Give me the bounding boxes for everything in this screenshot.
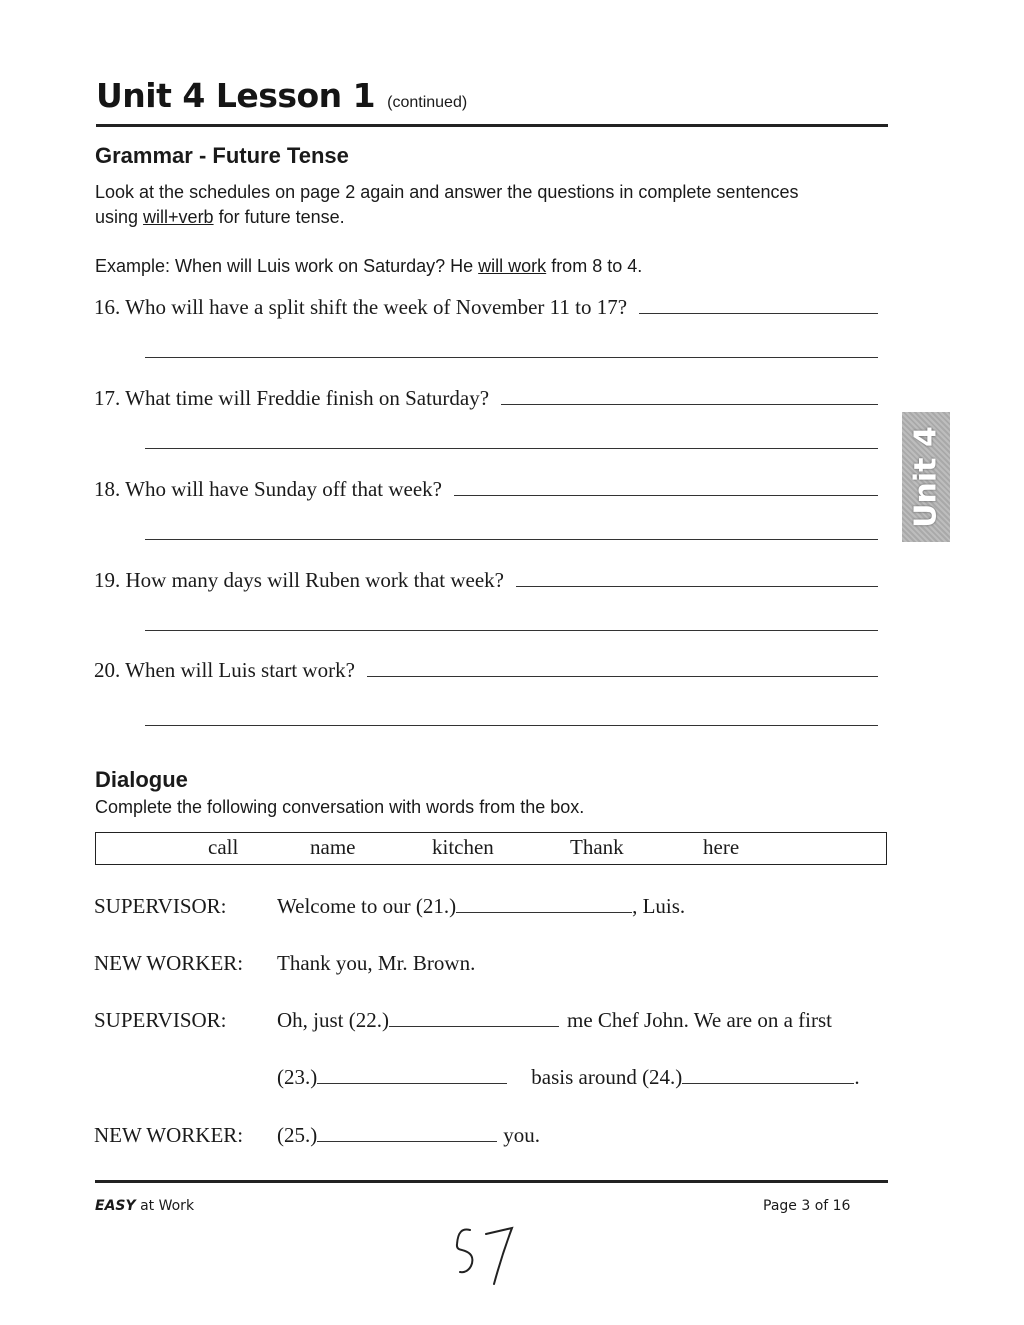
dialogue-heading: Dialogue <box>95 767 188 792</box>
dialogue-text: basis around (24.) <box>531 1065 683 1089</box>
answer-line[interactable] <box>145 357 878 358</box>
grammar-instruction <box>95 180 815 230</box>
answer-blank[interactable] <box>367 676 878 677</box>
page-title <box>96 76 467 115</box>
dialogue-text: Oh, just (22.) <box>277 1008 389 1032</box>
footer-brand <box>95 1198 194 1214</box>
answer-line[interactable] <box>145 539 878 540</box>
dialogue-speaker: NEW WORKER: <box>94 951 244 975</box>
instruction-text: Look at the schedules on page 2 again and answer the questions in complete sentences using <box>95 182 799 227</box>
grammar-heading: Grammar - Future Tense <box>95 143 349 168</box>
dialogue-instruction: Complete the following conversation with words from the box. <box>95 797 585 817</box>
blank-23[interactable] <box>317 1065 507 1084</box>
footer-rule <box>95 1180 888 1183</box>
answer-blank[interactable] <box>454 495 878 496</box>
word-box-item: name <box>310 835 356 859</box>
word-box <box>95 832 887 865</box>
question-text: 19. How many days will Ruben work that week? <box>94 568 505 592</box>
dialogue-line-21 <box>277 894 685 919</box>
answer-blank[interactable] <box>516 586 878 587</box>
dialogue-text: you. <box>503 1123 540 1147</box>
question-text: 16. Who will have a split shift the week of November 11 to 17? <box>94 295 628 319</box>
question-18 <box>94 472 878 502</box>
dialogue-text: . <box>854 1065 860 1089</box>
question-16 <box>94 290 878 320</box>
page-number: Page 3 of 16 <box>763 1198 851 1214</box>
dialogue-line-22 <box>277 1008 832 1033</box>
dialogue-line-25 <box>277 1123 540 1148</box>
question-text: 17. What time will Freddie finish on Saturday? <box>94 386 490 410</box>
question-17 <box>94 381 878 411</box>
blank-24[interactable] <box>682 1065 854 1084</box>
dialogue-text: , Luis. <box>632 894 686 918</box>
question-19 <box>94 563 878 593</box>
example-text-end: from 8 to 4. <box>546 256 643 276</box>
answer-line[interactable] <box>145 448 878 449</box>
word-box-item: here <box>703 835 740 859</box>
dialogue-line-reply: Thank you, Mr. Brown. <box>277 951 476 975</box>
question-20 <box>94 653 878 683</box>
dialogue-text: me Chef John. We are on a first <box>567 1008 833 1032</box>
word-box-item: call <box>208 835 239 859</box>
brand-suffix: at Work <box>135 1198 195 1214</box>
answer-blank[interactable] <box>639 313 878 314</box>
word-box-item: kitchen <box>432 835 494 859</box>
question-text: 20. When will Luis start work? <box>94 658 355 682</box>
handwritten-page-number <box>448 1222 528 1292</box>
dialogue-speaker: NEW WORKER: <box>94 1123 244 1147</box>
blank-25[interactable] <box>317 1123 497 1142</box>
side-tab-label: Unit 4 <box>908 426 944 528</box>
dialogue-text: (23.) <box>277 1065 318 1089</box>
dialogue-speaker: SUPERVISOR: <box>94 894 227 918</box>
dialogue-text: (25.) <box>277 1123 318 1147</box>
answer-blank[interactable] <box>501 404 878 405</box>
title-rule <box>96 124 888 127</box>
dialogue-text: Welcome to our (21.) <box>277 894 457 918</box>
unit-side-tab <box>902 412 950 542</box>
instruction-underlined: will+verb <box>143 207 214 227</box>
grammar-example <box>95 254 642 279</box>
title-text: Unit 4 Lesson 1 <box>96 76 376 115</box>
instruction-text-end: for future tense. <box>213 207 345 227</box>
brand-name: EASY <box>95 1198 136 1214</box>
question-text: 18. Who will have Sunday off that week? <box>94 477 442 501</box>
example-underlined: will work <box>478 256 547 276</box>
answer-line[interactable] <box>145 725 878 726</box>
word-box-item: Thank <box>570 835 624 859</box>
blank-22[interactable] <box>389 1008 559 1027</box>
dialogue-speaker: SUPERVISOR: <box>94 1008 227 1032</box>
example-text: Example: When will Luis work on Saturday? He <box>95 256 479 276</box>
title-continued: (continued) <box>387 94 468 111</box>
blank-21[interactable] <box>456 894 632 913</box>
dialogue-line-23-24 <box>277 1065 860 1090</box>
answer-line[interactable] <box>145 630 878 631</box>
